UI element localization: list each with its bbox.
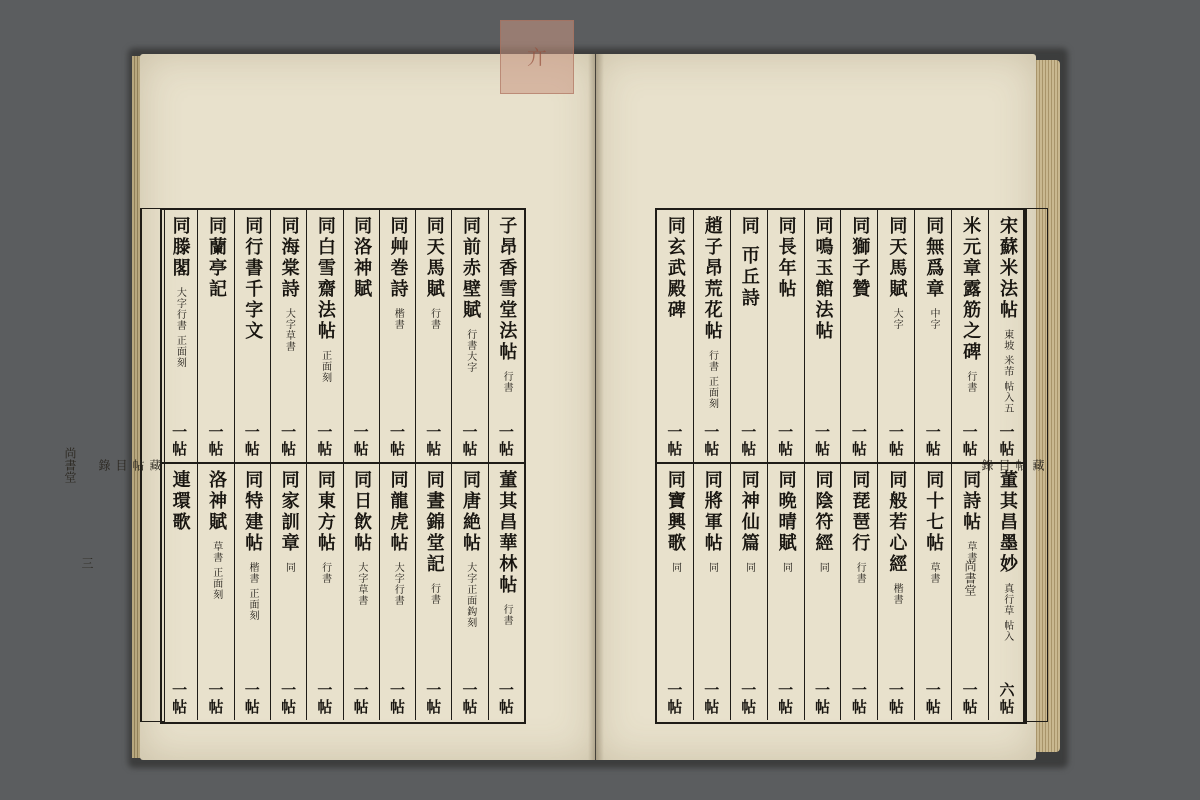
entry-title: 同天馬賦: [886, 216, 908, 300]
entry-note: 正面刻: [319, 350, 331, 383]
entry-note: 同: [669, 562, 681, 573]
right-publisher: 尚書堂: [963, 560, 977, 596]
entry-title: 同長年帖: [775, 216, 797, 300]
catalog-entry: [343, 210, 379, 462]
entry-count: 一帖: [776, 682, 795, 716]
entry-count: 一帖: [702, 682, 721, 716]
entry-note: 行書: [319, 562, 331, 584]
entry-count: 一帖: [886, 682, 905, 716]
left-catalog-frame: [160, 208, 526, 724]
entry-note: 行書: [428, 583, 440, 605]
entry-count: 一帖: [315, 682, 334, 716]
entry-count: 一帖: [997, 424, 1016, 458]
entry-title: 同特建帖: [242, 470, 264, 554]
catalog-entry: [234, 464, 270, 720]
left-running-head-0: 藏: [148, 459, 162, 471]
entry-note: 行書: [428, 308, 440, 330]
catalog-entry: [767, 210, 804, 462]
catalog-entry: [877, 210, 914, 462]
catalog-entry: [270, 210, 306, 462]
entry-title: 同詩帖: [960, 470, 982, 533]
catalog-entry: [840, 210, 877, 462]
catalog-entry: [914, 210, 951, 462]
entry-count: 一帖: [351, 424, 370, 458]
entry-note: 大字草書: [355, 562, 367, 606]
left-bottom-tier: [162, 464, 524, 720]
entry-count: 一帖: [170, 424, 189, 458]
left-running-head-1: 帖: [131, 459, 145, 471]
entry-count: 六帖: [997, 682, 1016, 716]
entry-count: 一帖: [739, 682, 758, 716]
entry-title: 米元章露筋之碑: [960, 216, 982, 363]
catalog-entry: [804, 210, 841, 462]
entry-count: 一帖: [923, 424, 942, 458]
entry-count: 一帖: [849, 424, 868, 458]
right-running-head-1: 帖: [1014, 459, 1028, 471]
catalog-entry: [488, 210, 524, 462]
entry-note: 同: [743, 562, 755, 573]
entry-title: 宋蘇米法帖: [997, 216, 1019, 321]
catalog-entry: [197, 464, 233, 720]
entry-title: 同晩晴賦: [775, 470, 797, 554]
entry-note: 東坡 米芾 帖入五: [1001, 329, 1013, 415]
left-running-head-2: 目: [114, 459, 128, 471]
entry-title: 同十七帖: [923, 470, 945, 554]
catalog-entry: [730, 210, 767, 462]
entry-title: 同般若心經: [886, 470, 908, 575]
catalog-entry: [162, 210, 197, 462]
catalog-entry: [804, 464, 841, 720]
entry-title: 同寶興歌: [664, 470, 686, 554]
catalog-entry: [197, 210, 233, 462]
entry-note: 行書 正面刻: [706, 350, 718, 410]
entry-title: 同 帀丘詩: [738, 216, 760, 310]
entry-note: 同: [706, 562, 718, 573]
entry-title: 同前赤壁賦: [460, 216, 482, 321]
entry-note: 行書: [501, 371, 513, 393]
entry-count: 一帖: [424, 424, 443, 458]
catalog-entry: [379, 210, 415, 462]
entry-note: 行書大字: [464, 329, 476, 373]
entry-title: 同龍虎帖: [387, 470, 409, 554]
entry-note: 草書 正面刻: [210, 541, 222, 601]
entry-count: 一帖: [496, 682, 515, 716]
entry-note: 同: [817, 562, 829, 573]
left-top-tier: [162, 210, 524, 464]
entry-note: 楷書: [891, 583, 903, 605]
entry-title: 同晝錦堂記: [423, 470, 445, 575]
entry-note: 真行草 帖入: [1001, 583, 1013, 643]
catalog-entry: [877, 464, 914, 720]
catalog-entry: [270, 464, 306, 720]
entry-note: 草書: [927, 562, 939, 584]
right-bottom-tier: [657, 464, 1025, 720]
entry-note: 大字草書: [283, 308, 295, 352]
right-running-head-0: 藏: [1031, 459, 1045, 471]
catalog-entry: [693, 464, 730, 720]
entry-count: 一帖: [279, 682, 298, 716]
entry-count: 一帖: [886, 424, 905, 458]
catalog-entry: [988, 464, 1025, 720]
left-page-number: 三: [80, 557, 94, 569]
entry-note: 中字: [927, 308, 939, 330]
catalog-entry: [657, 464, 693, 720]
entry-note: 同: [780, 562, 792, 573]
entry-title: 同艸巻詩: [387, 216, 409, 300]
entry-title: 同陰符經: [812, 470, 834, 554]
catalog-entry: [840, 464, 877, 720]
entry-count: 一帖: [424, 682, 443, 716]
right-top-tier: [657, 210, 1025, 464]
right-running-head-3: 錄: [980, 459, 994, 471]
entry-count: 一帖: [315, 424, 334, 458]
entry-title: 同蘭亭記: [205, 216, 227, 300]
book-gutter: [588, 54, 604, 760]
entry-title: 同玄武殿碑: [664, 216, 686, 321]
entry-title: 同獅子贊: [849, 216, 871, 300]
entry-note: 大字行書 正面刻: [174, 287, 186, 369]
entry-count: 一帖: [351, 682, 370, 716]
entry-count: 一帖: [387, 424, 406, 458]
entry-title: 洛神賦: [205, 470, 227, 533]
entry-count: 一帖: [739, 424, 758, 458]
entry-title: 趙子昂荒花帖: [701, 216, 723, 342]
entry-title: 同唐絶帖: [460, 470, 482, 554]
entry-count: 一帖: [242, 682, 261, 716]
entry-title: 同滕閣: [169, 216, 191, 279]
entry-note: 楷書 正面刻: [247, 562, 259, 622]
entry-title: 同海棠詩: [278, 216, 300, 300]
entry-title: 同天馬賦: [423, 216, 445, 300]
catalog-entry: [451, 464, 487, 720]
catalog-entry: [234, 210, 270, 462]
entry-count: 一帖: [702, 424, 721, 458]
entry-title: 同白雪齋法帖: [314, 216, 336, 342]
entry-note: 大字正面鈎刻: [464, 562, 476, 628]
entry-title: 同將軍帖: [701, 470, 723, 554]
entry-title: 連環歌: [169, 470, 191, 533]
entry-title: 同神仙篇: [738, 470, 760, 554]
left-running-head-3: 錄: [97, 459, 111, 471]
catalog-entry: [415, 464, 451, 720]
catalog-entry: [951, 464, 988, 720]
catalog-entry: [767, 464, 804, 720]
entry-count: 一帖: [460, 682, 479, 716]
right-running-head-2: 目: [997, 459, 1011, 471]
entry-note: 草書: [964, 541, 976, 563]
entry-count: 一帖: [960, 682, 979, 716]
entry-title: 同洛神賦: [351, 216, 373, 300]
entry-count: 一帖: [206, 682, 225, 716]
entry-count: 一帖: [923, 682, 942, 716]
catalog-entry: [379, 464, 415, 720]
catalog-entry: [657, 210, 693, 462]
entry-count: 一帖: [242, 424, 261, 458]
catalog-entry: [951, 210, 988, 462]
entry-count: 一帖: [665, 424, 684, 458]
entry-title: 同鳴玉館法帖: [812, 216, 834, 342]
catalog-entry: [451, 210, 487, 462]
entry-note: 大字行書: [392, 562, 404, 606]
catalog-entry: [415, 210, 451, 462]
entry-note: 行書: [501, 604, 513, 626]
entry-count: 一帖: [813, 682, 832, 716]
entry-count: 一帖: [206, 424, 225, 458]
entry-title: 同無爲章: [923, 216, 945, 300]
entry-note: 同: [283, 562, 295, 573]
entry-count: 一帖: [960, 424, 979, 458]
entry-title: 同日飲帖: [351, 470, 373, 554]
catalog-entry: [306, 210, 342, 462]
catalog-entry: [343, 464, 379, 720]
entry-note: 楷書: [392, 308, 404, 330]
entry-title: 子昂香雪堂法帖: [496, 216, 518, 363]
entry-title: 董其昌墨妙: [997, 470, 1019, 575]
entry-title: 同琵琶行: [849, 470, 871, 554]
entry-count: 一帖: [776, 424, 795, 458]
right-catalog-frame: [655, 208, 1027, 724]
catalog-entry: [914, 464, 951, 720]
entry-count: 一帖: [170, 682, 189, 716]
catalog-entry: [693, 210, 730, 462]
entry-title: 同東方帖: [314, 470, 336, 554]
entry-count: 一帖: [849, 682, 868, 716]
entry-title: 同行書千字文: [242, 216, 264, 342]
entry-count: 一帖: [387, 682, 406, 716]
left-publisher: 尚書堂: [63, 447, 77, 483]
collector-seal: 亣: [500, 20, 574, 94]
catalog-entry: [730, 464, 767, 720]
catalog-entry: [988, 210, 1025, 462]
entry-count: 一帖: [665, 682, 684, 716]
entry-title: 董其昌華林帖: [496, 470, 518, 596]
entry-count: 一帖: [279, 424, 298, 458]
entry-note: 行書: [964, 371, 976, 393]
entry-count: 一帖: [496, 424, 515, 458]
entry-count: 一帖: [460, 424, 479, 458]
catalog-entry: [162, 464, 197, 720]
catalog-entry: [488, 464, 524, 720]
entry-note: 大字: [891, 308, 903, 330]
entry-count: 一帖: [813, 424, 832, 458]
catalog-entry: [306, 464, 342, 720]
entry-note: 行書: [854, 562, 866, 584]
entry-title: 同家訓章: [278, 470, 300, 554]
